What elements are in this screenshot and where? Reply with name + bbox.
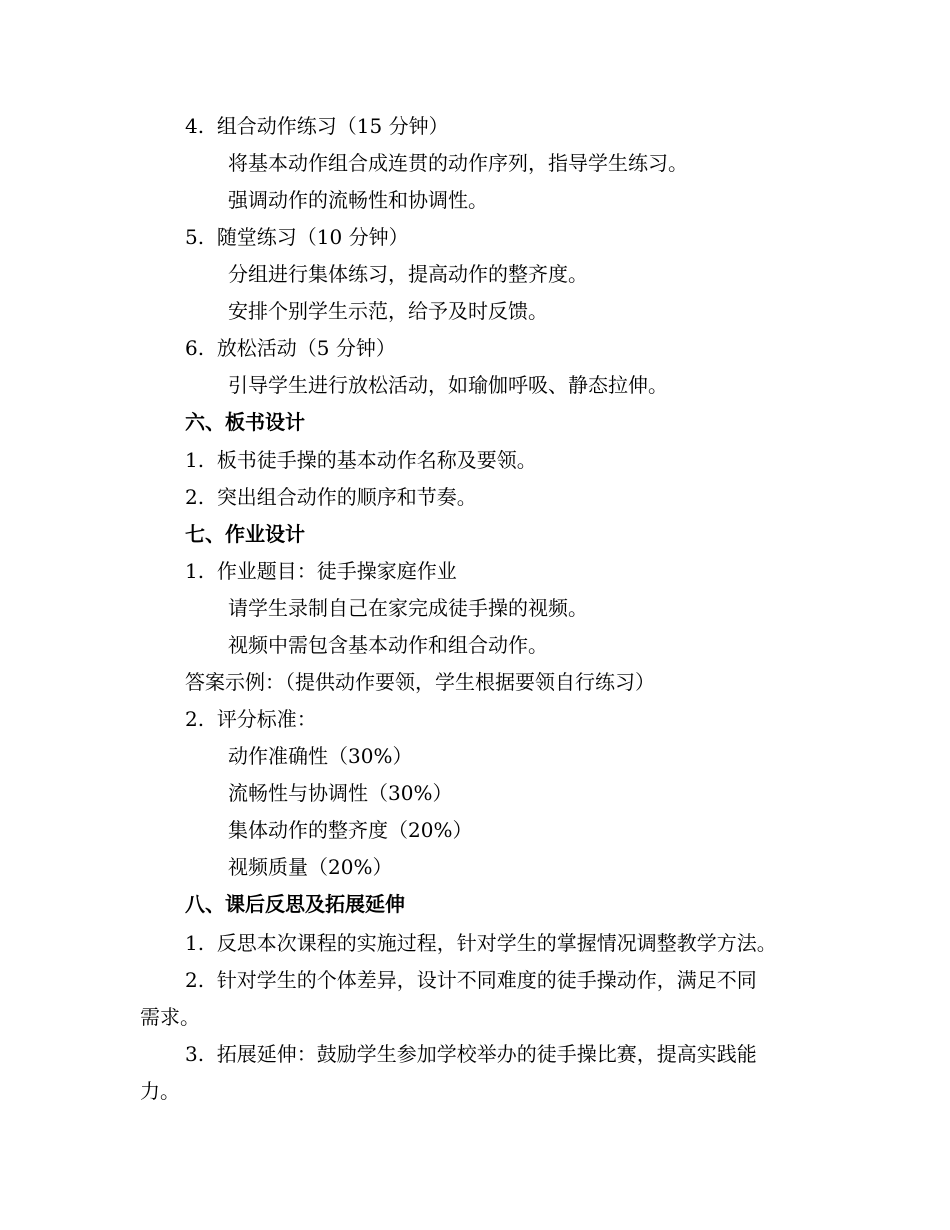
reflection-item-2: 2. 针对学生的个体差异，设计不同难度的徒手操动作，满足不同: [185, 968, 757, 992]
homework-item-1-title: 1. 作业题目：徒手操家庭作业: [185, 559, 457, 583]
step-4-line-2: 强调动作的流畅性和协调性。: [228, 188, 488, 212]
step-6-title: 6. 放松活动（5 分钟）: [185, 336, 396, 360]
step-5-title: 5. 随堂练习（10 分钟）: [185, 225, 409, 249]
homework-heading: 七、作业设计: [185, 522, 305, 546]
homework-item-1-line-1: 请学生录制自己在家完成徒手操的视频。: [228, 596, 588, 620]
criteria-video-quality: 视频质量（20%）: [228, 855, 393, 879]
step-4-line-1: 将基本动作组合成连贯的动作序列，指导学生练习。: [228, 151, 688, 175]
criteria-fluency: 流畅性与协调性（30%）: [228, 781, 453, 805]
board-design-heading: 六、板书设计: [185, 410, 305, 434]
criteria-accuracy: 动作准确性（30%）: [228, 744, 413, 768]
step-5-line-2: 安排个别学生示范，给予及时反馈。: [228, 299, 548, 323]
step-6-line-1: 引导学生进行放松活动，如瑜伽呼吸、静态拉伸。: [228, 373, 668, 397]
reflection-item-1: 1. 反思本次课程的实施过程，针对学生的掌握情况调整教学方法。: [185, 931, 777, 955]
reflection-item-3: 3. 拓展延伸：鼓励学生参加学校举办的徒手操比赛，提高实践能: [185, 1042, 757, 1066]
reflection-heading: 八、课后反思及拓展延伸: [185, 892, 405, 916]
board-item-1: 1. 板书徒手操的基本动作名称及要领。: [185, 448, 537, 472]
board-item-2: 2. 突出组合动作的顺序和节奏。: [185, 485, 477, 509]
step-5-line-1: 分组进行集体练习，提高动作的整齐度。: [228, 262, 588, 286]
reflection-item-3-continuation: 力。: [140, 1079, 180, 1103]
reflection-item-2-continuation: 需求。: [140, 1005, 200, 1029]
homework-item-2-title: 2. 评分标准：: [185, 707, 317, 731]
criteria-uniformity: 集体动作的整齐度（20%）: [228, 818, 473, 842]
step-4-title: 4. 组合动作练习（15 分钟）: [185, 114, 449, 138]
homework-answer-example: 答案示例：（提供动作要领，学生根据要领自行练习）: [185, 670, 655, 694]
homework-item-1-line-2: 视频中需包含基本动作和组合动作。: [228, 633, 548, 657]
